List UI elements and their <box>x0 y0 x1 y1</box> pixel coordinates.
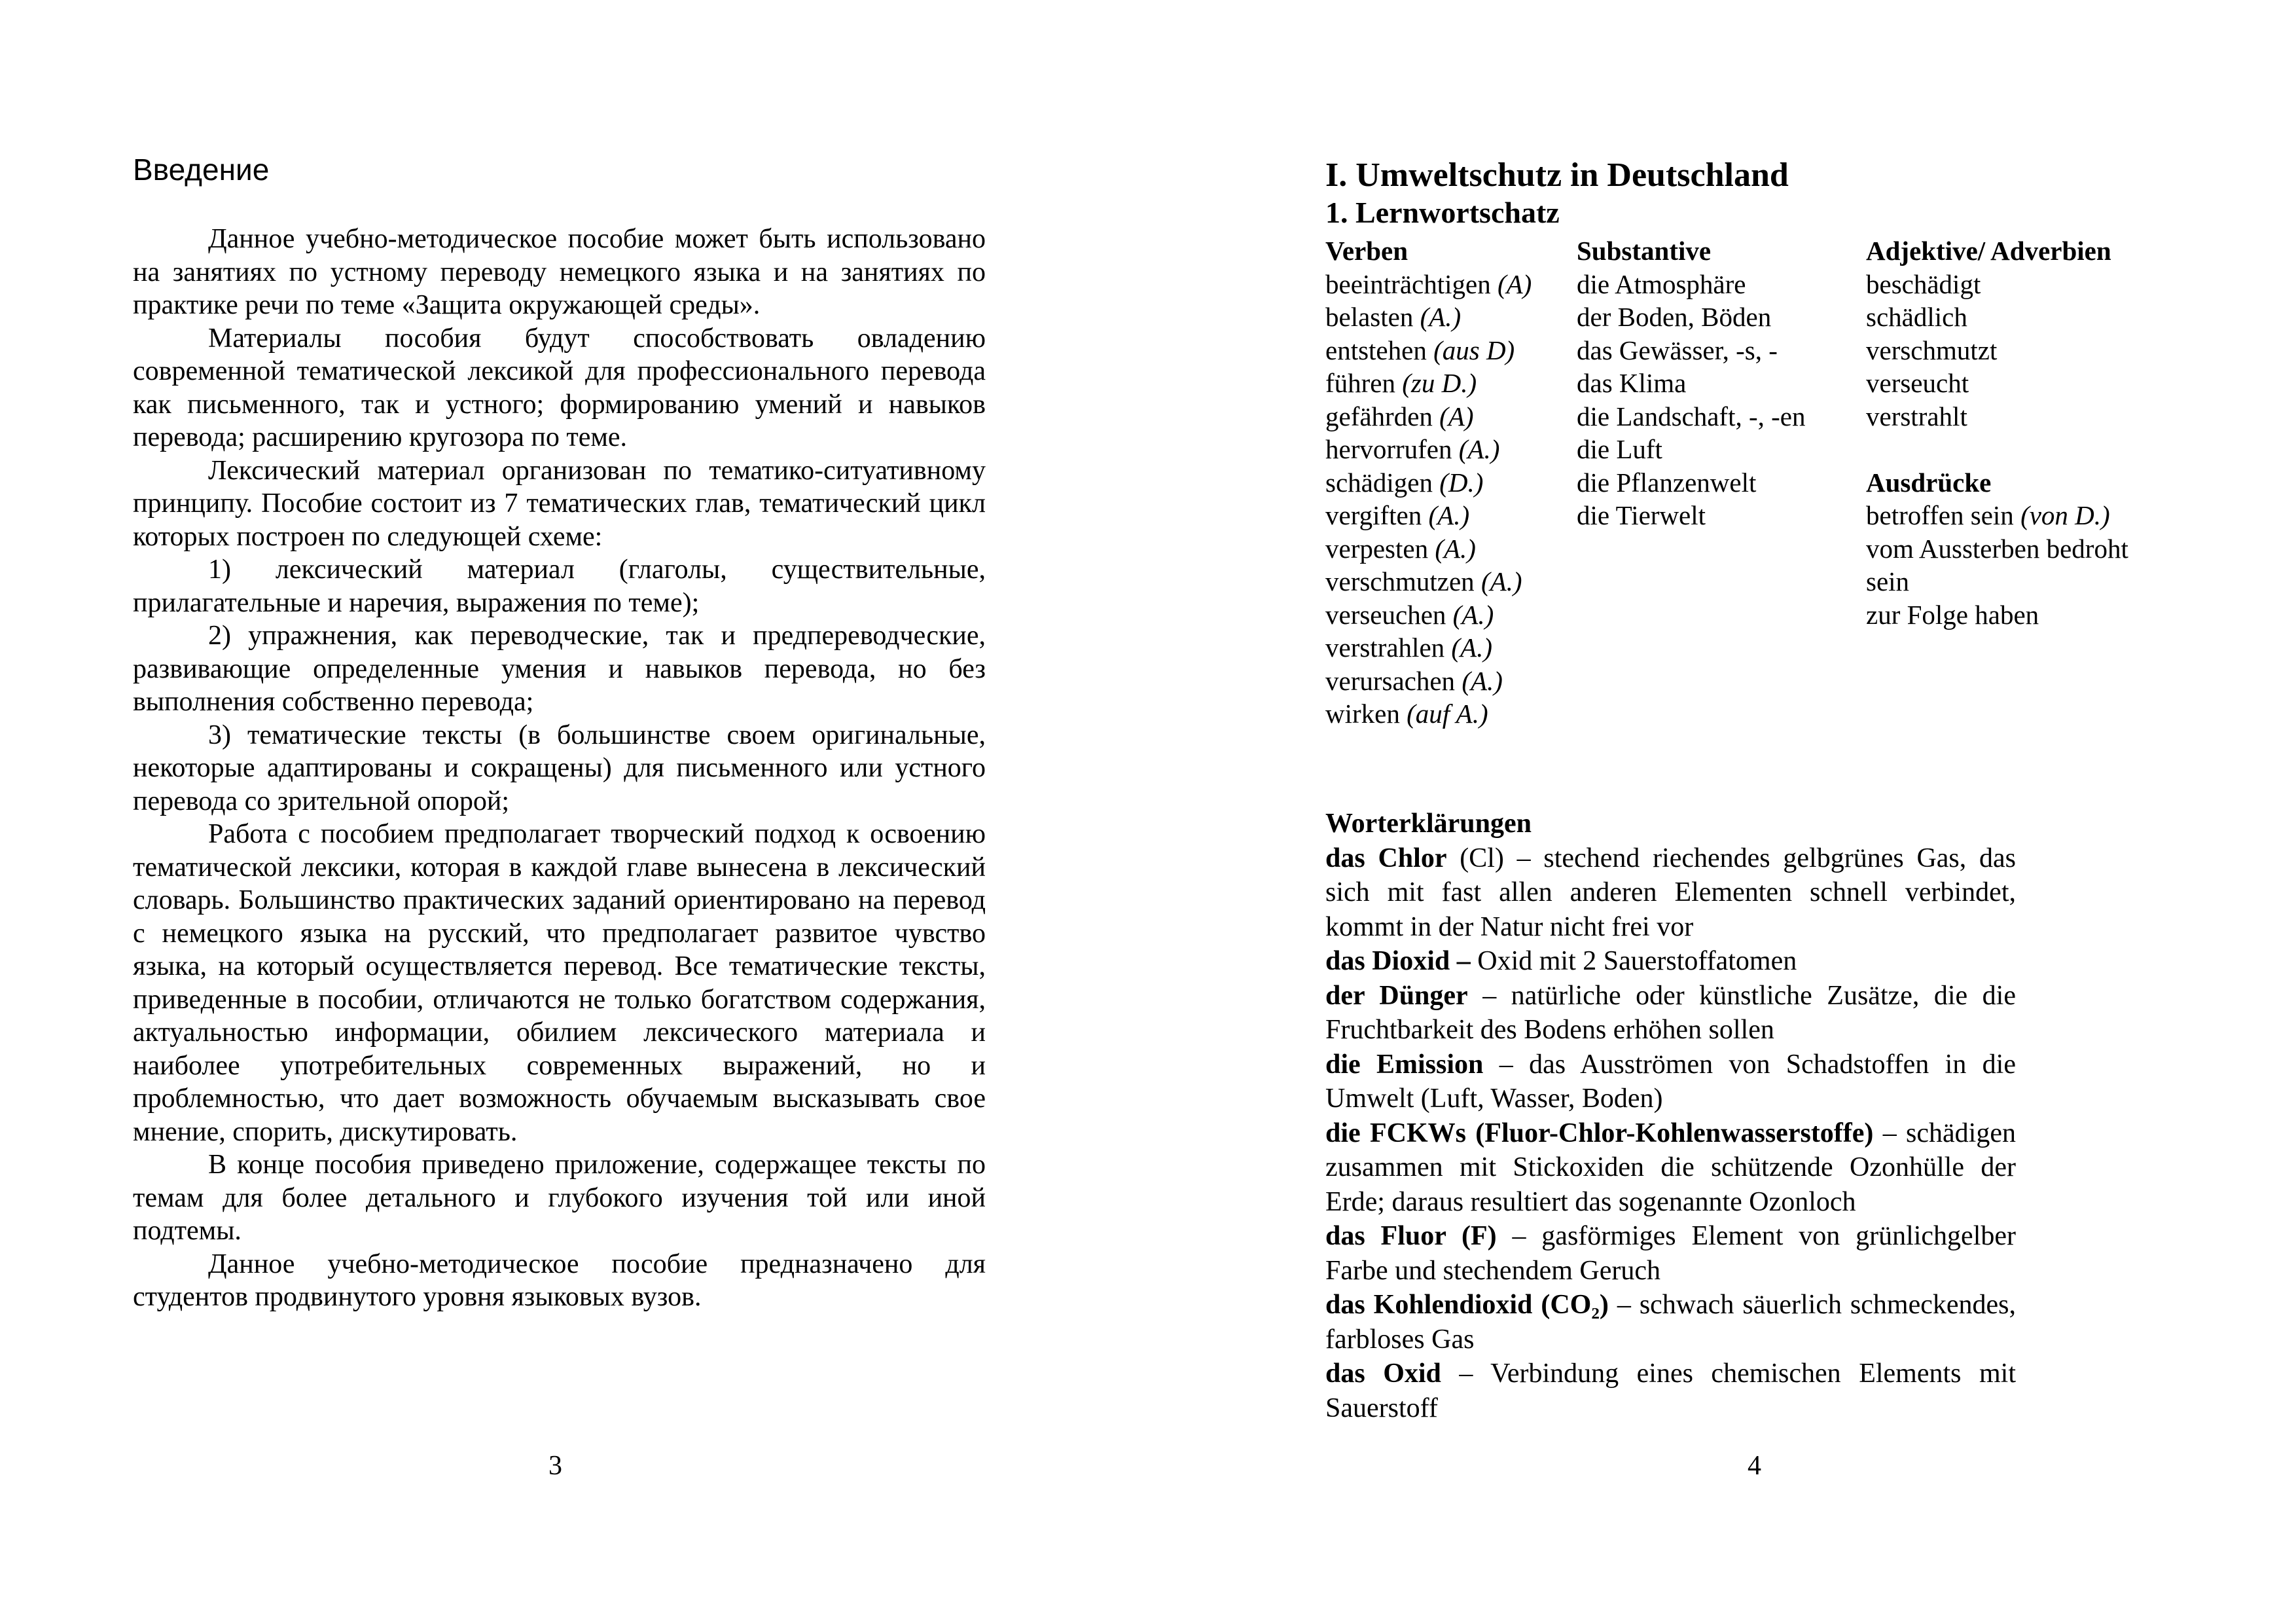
intro-body <box>133 223 986 1314</box>
noun-item: die Luft <box>1577 434 1662 464</box>
glossary <box>1325 807 2016 1425</box>
adjective-item: verschmutzt <box>1866 335 1998 365</box>
section-title: 1. Lernwortschatz <box>1325 196 1560 229</box>
verb-item: führen (zu D.) <box>1325 368 1477 398</box>
chapter-title: I. Umweltschutz in Deutschland <box>1325 156 1789 194</box>
intro-paragraph: В конце пособия приведено приложение, содержащее тексты по темам для более детального и глубокого изучения той или иной подтемы. <box>133 1150 986 1246</box>
glossary-heading: Worterklärungen <box>1325 809 1532 839</box>
intro-paragraph: Данное учебно-методическое пособие может быть использовано на занятиях по устному переводу немецкого языка и на занятиях по практике речи по теме «Защита окружающей среды». <box>133 224 986 320</box>
glossary-entry: der Dünger – natürliche oder künstliche Zusätze, die die Fruchtbarkeit des Bodens erhöhen sollen <box>1325 980 2016 1045</box>
adjectives-column <box>1866 234 2128 631</box>
intro-paragraph: Работа с пособием предполагает творческий подход к освоению тематической лексики, которая в каждой главе вынесена в лексический словарь. Большинство практических заданий ориентировано на перевод с немецкого языка на русский, что предполагает развитое чувство языка, на который осуществляется перевод. Все тематические тексты, приведенные в пособии, отличаются не только богатством содержания, актуальностью информации, обилием лексического материала и наиболее употребительных современных выражений, но и проблемностью, что дает возможность обучаемым высказывать свое мнение, спорить, дискутировать. <box>133 819 986 1147</box>
column-spacer <box>1866 433 2128 466</box>
adjective-item: verstrahlt <box>1866 401 1967 431</box>
expression-item: zur Folge haben <box>1866 599 2039 630</box>
intro-paragraph: Данное учебно-методическое пособие предназначено для студентов продвинутого уровня языковых вузов. <box>133 1249 986 1312</box>
verb-item: entstehen (aus D) <box>1325 335 1515 365</box>
nouns-column <box>1577 234 1805 532</box>
page-number-left: 3 <box>548 1451 562 1481</box>
intro-title: Введение <box>133 153 270 187</box>
noun-item: die Pflanzenwelt <box>1577 467 1757 498</box>
verb-item: hervorrufen (A.) <box>1325 434 1500 464</box>
glossary-entry: das Dioxid – Oxid mit 2 Sauerstoffatomen <box>1325 946 1797 976</box>
verbs-column <box>1325 234 1532 731</box>
adjective-item: verseucht <box>1866 368 1969 398</box>
noun-item: die Landschaft, -, -en <box>1577 401 1806 431</box>
glossary-entry: das Oxid – Verbindung eines chemischen Elements mit Sauerstoff <box>1325 1359 2016 1423</box>
expression-item: betroffen sein (von D.) <box>1866 500 2110 530</box>
intro-paragraph: 1) лексический материал (глаголы, существительные, прилагательные и наречия, выражения по теме); <box>133 555 986 618</box>
verb-item: beeinträchtigen (A) <box>1325 268 1532 299</box>
page-number-right: 4 <box>1748 1451 1761 1481</box>
adjectives-heading: Adjektive/ Adverbien <box>1866 236 2111 266</box>
verb-item: verpesten (A.) <box>1325 533 1476 564</box>
intro-paragraph: 3) тематические тексты (в большинстве своем оригинальные, некоторые адаптированы и сокращены) для письменного или устного перевода со зрительной опорой; <box>133 720 986 816</box>
verb-item: belasten (A.) <box>1325 302 1462 332</box>
noun-item: die Tierwelt <box>1577 500 1706 530</box>
adjective-item: beschädigt <box>1866 268 1981 299</box>
verb-item: vergiften (A.) <box>1325 500 1470 530</box>
intro-paragraph: Лексический материал организован по тематико-ситуативному принципу. Пособие состоит из 7 тематических глав, тематический цикл которых построен по следующей схеме: <box>133 455 986 552</box>
glossary-entry: die Emission – das Ausströmen von Schadstoffen in die Umwelt (Luft, Wasser, Boden) <box>1325 1049 2016 1114</box>
right-page <box>1148 0 2296 1623</box>
verb-item: verstrahlen (A.) <box>1325 632 1492 663</box>
noun-item: das Klima <box>1577 368 1687 398</box>
noun-item: die Atmosphäre <box>1577 268 1746 299</box>
expressions-heading: Ausdrücke <box>1866 467 1992 498</box>
verb-item: wirken (auf A.) <box>1325 699 1488 729</box>
intro-paragraph: 2) упражнения, как переводческие, так и предпереводческие, развивающие определенные умения и навыков перевода, но без выполнения собственно перевода; <box>133 621 986 717</box>
glossary-entry: die FCKWs (Fluor-Chlor-Kohlenwasserstoffe) – schädigen zusammen mit Stickoxiden die schützende Ozonhülle der Erde; daraus resultiert das sogenannte Ozonloch <box>1325 1118 2016 1217</box>
adjective-item: schädlich <box>1866 302 1967 332</box>
noun-item: das Gewässer, -s, - <box>1577 335 1778 365</box>
glossary-entry: das Chlor (Cl) – stechend riechendes gelbgrünes Gas, das sich mit fast allen anderen Elementen schnell verbindet, kommt in der Natur nicht frei vor <box>1325 843 2017 942</box>
glossary-entry: das Kohlendioxid (CO₂) – schwach säuerlich schmeckendes, farbloses Gas <box>1325 1290 2016 1355</box>
chapter-header <box>1325 156 2016 230</box>
expression-item: vom Aussterben bedroht <box>1866 533 2128 564</box>
verb-item: verseuchen (A.) <box>1325 599 1494 630</box>
expression-item: sein <box>1866 566 1910 596</box>
intro-paragraph: Материалы пособия будут способствовать овладению современной тематической лексикой для профессионального перевода как письменного, так и устного; формированию умений и навыков перевода; расширению кругозора по теме. <box>133 323 986 452</box>
verb-item: verursachen (A.) <box>1325 665 1503 696</box>
glossary-entry: das Fluor (F) – gasförmiges Element von grünlichgelber Farbe und stechendem Geruch <box>1325 1221 2016 1286</box>
verb-item: verschmutzen (A.) <box>1325 566 1522 596</box>
nouns-heading: Substantive <box>1577 236 1712 266</box>
verb-item: schädigen (D.) <box>1325 467 1484 498</box>
verbs-heading: Verben <box>1325 236 1408 266</box>
verb-item: gefährden (A) <box>1325 401 1474 431</box>
noun-item: der Boden, Böden <box>1577 302 1772 332</box>
